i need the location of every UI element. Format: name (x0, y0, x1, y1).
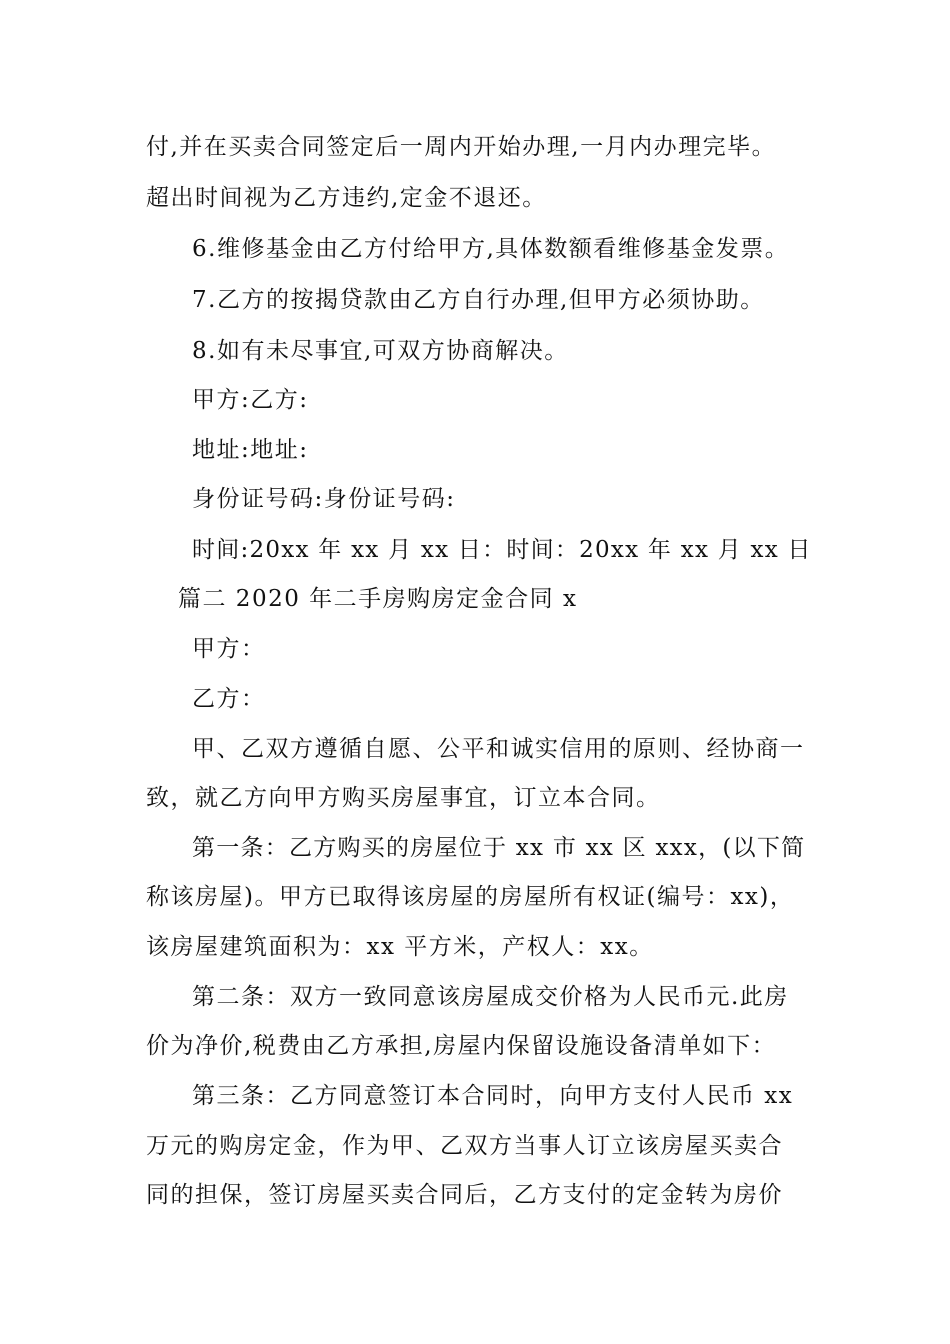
signature-address-line: 地址:地址: (192, 437, 309, 463)
text-line: 8.如有未尽事宜,可双方协商解决。 (192, 338, 569, 364)
signature-id-line: 身份证号码:身份证号码: (192, 486, 456, 512)
signature-party-line: 甲方:乙方: (192, 387, 309, 413)
text-line: 同的担保，签订房屋买卖合同后，乙方支付的定金转为房价 (146, 1182, 783, 1208)
text-line: 该房屋建筑面积为：xx 平方米，产权人：xx。 (146, 934, 654, 960)
section-title: 篇二 2020 年二手房购房定金合同 x (178, 586, 578, 612)
text-line: 致，就乙方向甲方购买房屋事宜，订立本合同。 (146, 785, 661, 811)
text-line: 付,并在买卖合同签定后一周内开始办理,一月内办理完毕。 (146, 134, 777, 160)
party-b-line: 乙方： (192, 686, 266, 712)
text-line: 6.维修基金由乙方付给甲方,具体数额看维修基金发票。 (192, 236, 790, 262)
text-line: 超出时间视为乙方违约,定金不退还。 (146, 185, 547, 211)
article-2-line: 第二条：双方一致同意该房屋成交价格为人民币元.此房 (192, 984, 789, 1010)
party-a-line: 甲方： (192, 636, 266, 662)
article-1-line: 第一条：乙方购买的房屋位于 xx 市 xx 区 xxx，(以下简 (192, 835, 806, 861)
text-line: 称该房屋)。甲方已取得该房屋的房屋所有权证(编号：xx)， (146, 884, 795, 910)
text-line: 价为净价,税费由乙方承担,房屋内保留设施设备清单如下： (146, 1033, 777, 1059)
text-line: 甲、乙双方遵循自愿、公平和诚实信用的原则、经协商一 (192, 736, 805, 762)
signature-date-line: 时间:20xx 年 xx 月 xx 日：时间：20xx 年 xx 月 xx 日 (192, 537, 812, 563)
text-line: 7.乙方的按揭贷款由乙方自行办理,但甲方必须协助。 (192, 287, 765, 313)
text-line: 万元的购房定金，作为甲、乙双方当事人订立该房屋买卖合 (146, 1133, 783, 1159)
article-3-line: 第三条：乙方同意签订本合同时，向甲方支付人民币 xx (192, 1083, 794, 1109)
